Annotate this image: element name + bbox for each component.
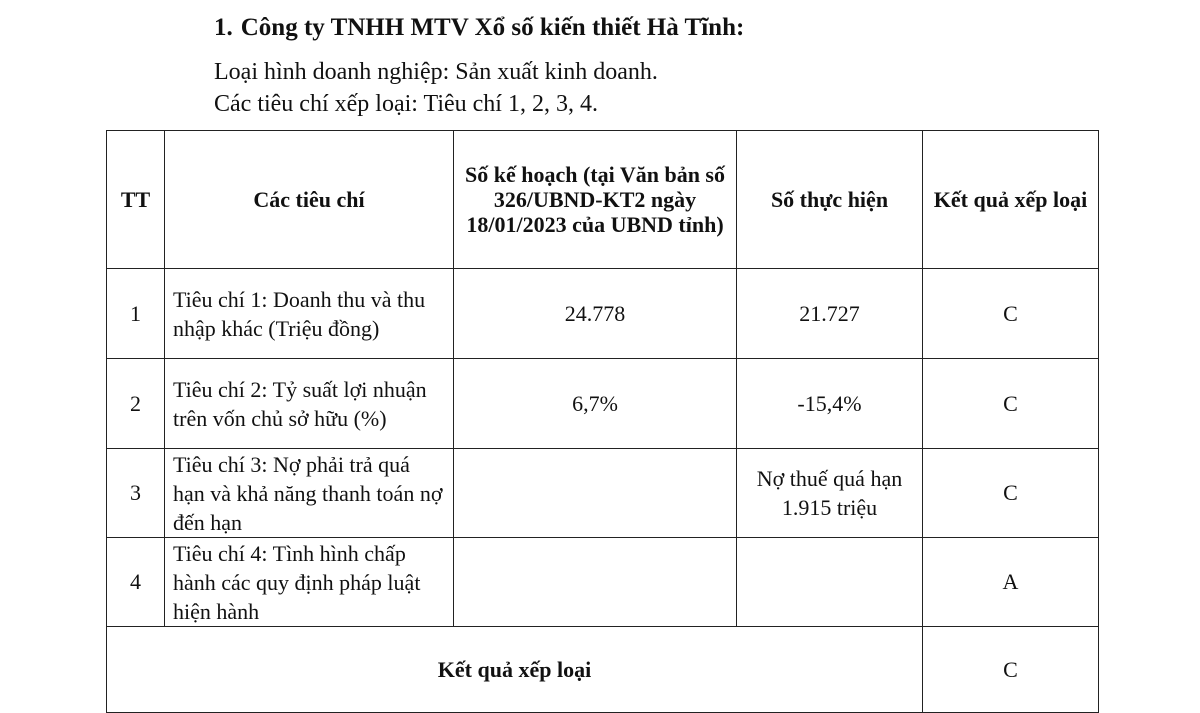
evaluation-table	[106, 130, 1099, 713]
row-tt: 2	[107, 359, 165, 449]
row-criteria: Tiêu chí 4: Tình hình chấp hành các quy định pháp luật hiện hành	[165, 538, 454, 627]
row-result: C	[923, 449, 1099, 538]
section-title: Công ty TNHH MTV Xổ số kiến thiết Hà Tĩnh:	[240, 14, 745, 41]
row-actual: -15,4%	[737, 359, 923, 449]
row-result: C	[923, 359, 1099, 449]
table-header-row	[107, 131, 1099, 269]
criteria-list-text: Các tiêu chí xếp loại: Tiêu chí 1, 2, 3, 4.	[214, 91, 598, 117]
table-row	[107, 538, 1099, 627]
row-actual: 21.727	[737, 269, 923, 359]
table-row	[107, 359, 1099, 449]
header-tt: TT	[107, 131, 165, 269]
row-actual: Nợ thuế quá hạn 1.915 triệu	[737, 449, 923, 538]
row-result: C	[923, 269, 1099, 359]
section-heading	[214, 14, 744, 42]
total-result: C	[923, 627, 1099, 713]
row-plan: 24.778	[454, 269, 737, 359]
row-tt: 3	[107, 449, 165, 538]
row-plan	[454, 449, 737, 538]
row-result: A	[923, 538, 1099, 627]
section-number: 1.	[214, 14, 233, 41]
row-criteria: Tiêu chí 2: Tỷ suất lợi nhuận trên vốn chủ sở hữu (%)	[165, 359, 454, 449]
row-plan: 6,7%	[454, 359, 737, 449]
row-tt: 4	[107, 538, 165, 627]
row-criteria: Tiêu chí 3: Nợ phải trả quá hạn và khả năng thanh toán nợ đến hạn	[165, 449, 454, 538]
total-label: Kết quả xếp loại	[107, 627, 923, 713]
header-plan	[454, 131, 737, 269]
header-actual: Số thực hiện	[737, 131, 923, 269]
table-row	[107, 449, 1099, 538]
row-criteria: Tiêu chí 1: Doanh thu và thu nhập khác (Triệu đồng)	[165, 269, 454, 359]
row-actual	[737, 538, 923, 627]
row-plan	[454, 538, 737, 627]
table-row	[107, 269, 1099, 359]
business-type-text: Loại hình doanh nghiệp: Sản xuất kinh doanh.	[214, 59, 658, 85]
header-plan-text: Số kế hoạch (tại Văn bản số 326/UBND-KT2 ngày 18/01/2023 của UBND tỉnh)	[465, 162, 725, 237]
row-tt: 1	[107, 269, 165, 359]
header-criteria: Các tiêu chí	[165, 131, 454, 269]
total-row	[107, 627, 1099, 713]
header-result: Kết quả xếp loại	[923, 131, 1099, 269]
